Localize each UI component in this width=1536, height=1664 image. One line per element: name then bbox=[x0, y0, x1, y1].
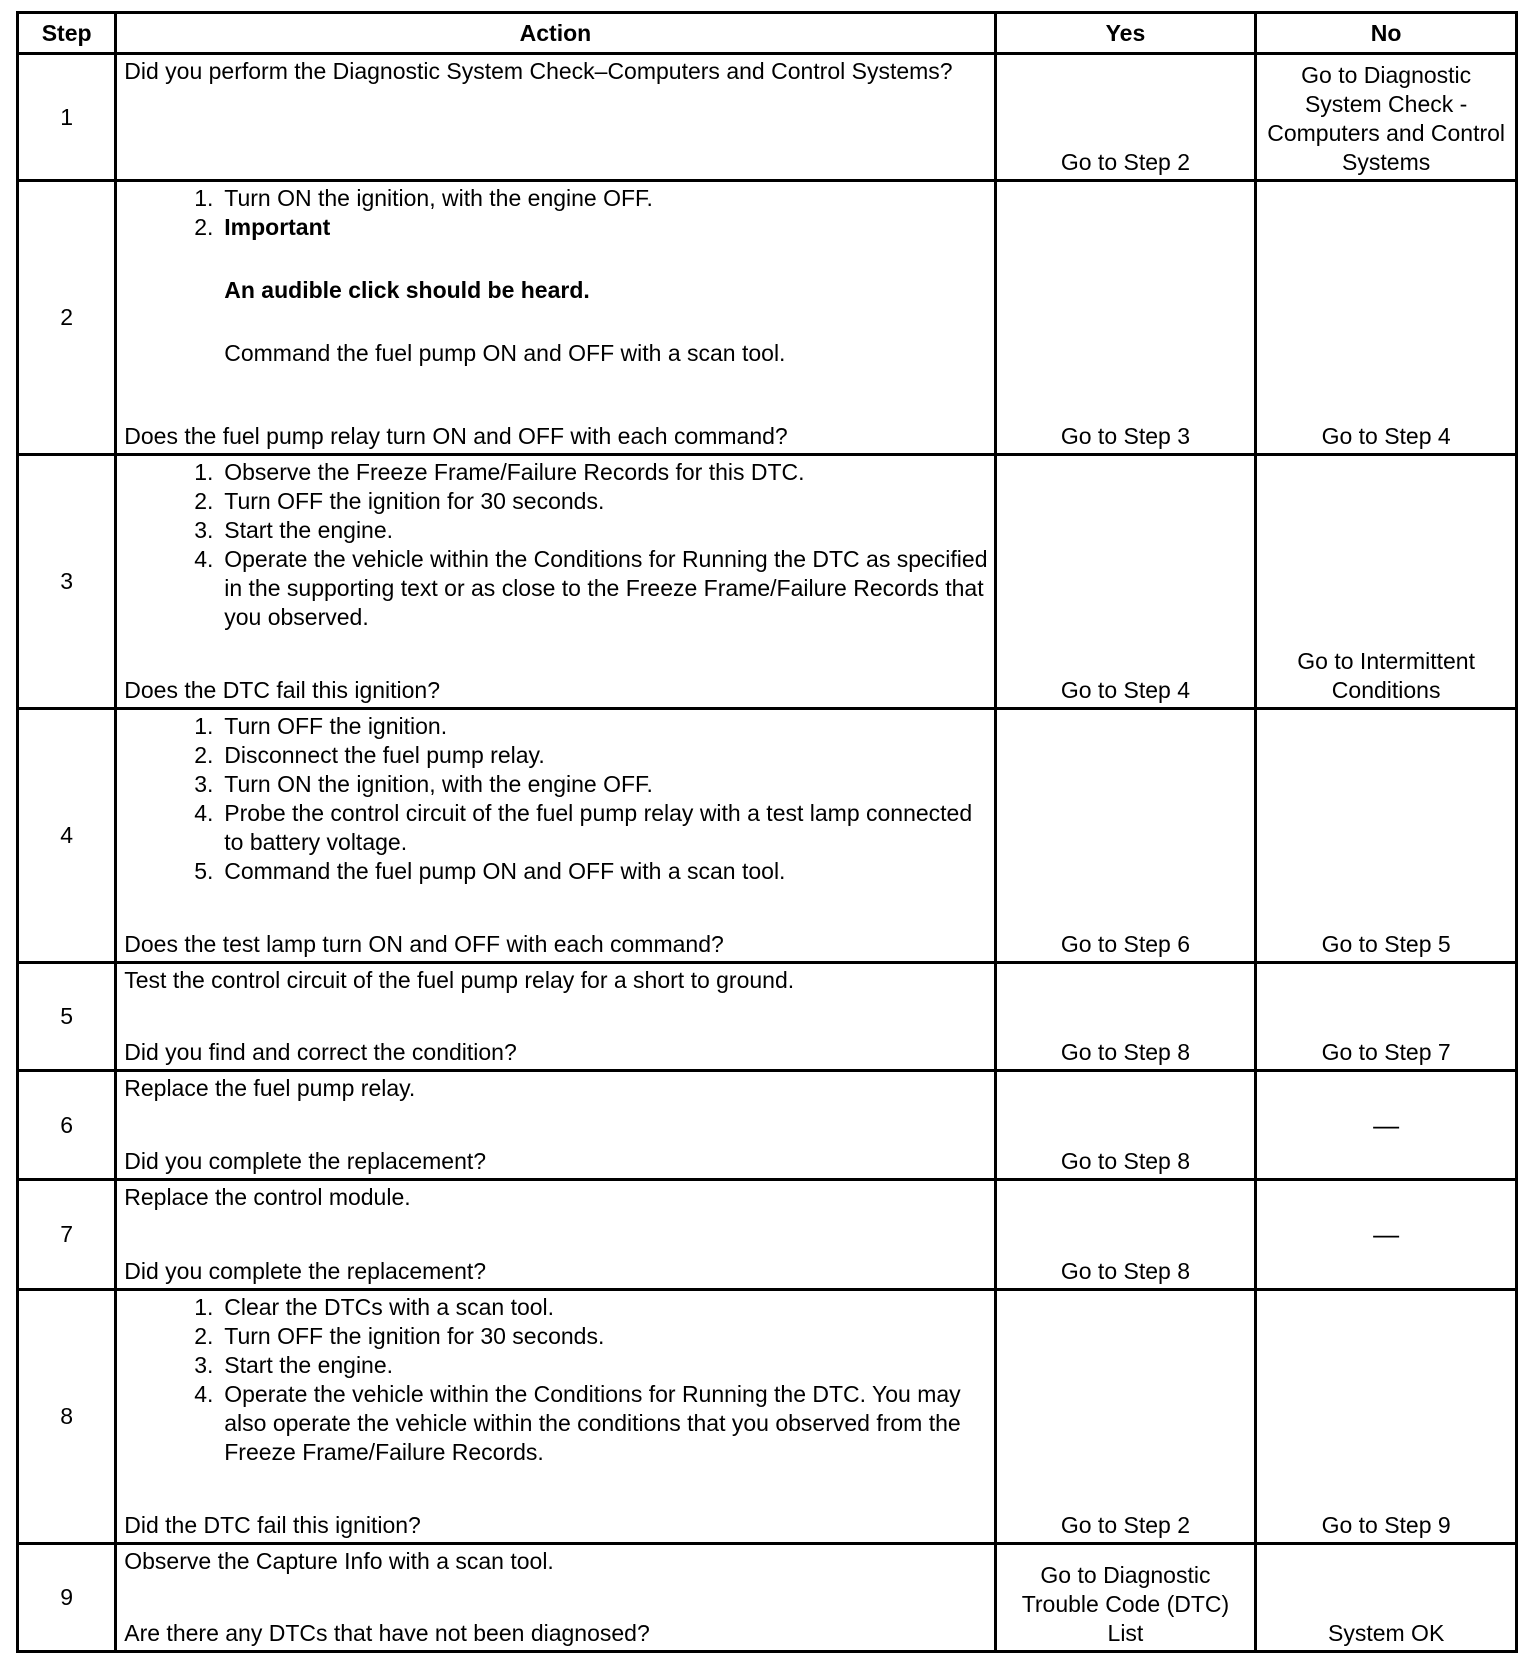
substep-item: 4. Probe the control circuit of the fuel pump relay with a test lamp connected to battery voltage. bbox=[194, 800, 973, 856]
substep-item: 1. Observe the Freeze Frame/Failure Records for this DTC. bbox=[194, 459, 805, 486]
yes-result: Go to Step 3 bbox=[995, 181, 1256, 455]
action-question: Did the DTC fail this ignition? bbox=[124, 1511, 421, 1538]
step-number: 3 bbox=[18, 455, 116, 709]
step-number: 5 bbox=[18, 962, 116, 1070]
action-cell bbox=[116, 962, 995, 1070]
action-intro: Replace the fuel pump relay. bbox=[124, 1075, 416, 1102]
table-row bbox=[18, 1180, 1517, 1289]
step-number: 4 bbox=[18, 709, 116, 963]
substep-item: 4. Operate the vehicle within the Conditions for Running the DTC as specified in the supporting text or as close to the Freeze Frame/Failure Records that you observed. bbox=[194, 546, 988, 631]
substep-list bbox=[124, 458, 987, 632]
no-result: Go to Step 4 bbox=[1256, 181, 1517, 455]
action-cell bbox=[116, 1289, 995, 1543]
important-note: An audible click should be heard. bbox=[224, 277, 590, 304]
action-question: Did you complete the replacement? bbox=[124, 1257, 487, 1284]
action-cell bbox=[116, 455, 995, 709]
action-intro: Test the control circuit of the fuel pump relay for a short to ground. bbox=[124, 966, 795, 993]
yes-result: Go to Step 8 bbox=[995, 1180, 1256, 1289]
table-row bbox=[18, 455, 1517, 709]
substep-item: 1. Turn OFF the ignition. bbox=[194, 713, 448, 740]
table-row bbox=[18, 181, 1517, 455]
no-result: Go to Step 9 bbox=[1256, 1289, 1517, 1543]
substep-list bbox=[124, 184, 987, 242]
yes-result: Go to Step 6 bbox=[995, 709, 1256, 963]
action-cell bbox=[116, 1071, 995, 1180]
action-question: Did you complete the replacement? bbox=[124, 1148, 487, 1175]
no-result: Go to Intermittent Conditions bbox=[1256, 455, 1517, 709]
substep-item: 1. Clear the DTCs with a scan tool. bbox=[194, 1293, 555, 1320]
no-result: Go to Diagnostic System Check - Computers and Control Systems bbox=[1256, 54, 1517, 181]
step-number: 6 bbox=[18, 1071, 116, 1180]
substep-item: 3. Start the engine. bbox=[194, 517, 394, 544]
substep-item: 2. Disconnect the fuel pump relay. bbox=[194, 742, 545, 769]
header-yes: Yes bbox=[995, 13, 1256, 54]
action-question: Did you find and correct the condition? bbox=[124, 1039, 517, 1066]
substep-item: 2. Turn OFF the ignition for 30 seconds. bbox=[194, 1322, 605, 1349]
important-text: Command the fuel pump ON and OFF with a scan tool. bbox=[224, 340, 786, 367]
yes-result: Go to Step 4 bbox=[995, 455, 1256, 709]
action-question: Does the DTC fail this ignition? bbox=[124, 677, 441, 704]
table-row bbox=[18, 1289, 1517, 1543]
substep-item: 3. Turn ON the ignition, with the engine OFF. bbox=[194, 771, 653, 798]
substep-item: 2. Important bbox=[194, 214, 331, 241]
yes-result: Go to Step 8 bbox=[995, 1071, 1256, 1180]
no-result: — bbox=[1256, 1071, 1517, 1180]
action-question: Does the fuel pump relay turn ON and OFF with each command? bbox=[124, 423, 788, 450]
substep-item: 4. Operate the vehicle within the Conditions for Running the DTC. You may also operate the vehicle within the conditions that you observed from the Freeze Frame/Failure Records. bbox=[194, 1380, 961, 1465]
header-action: Action bbox=[116, 13, 995, 54]
substep-item: 1. Turn ON the ignition, with the engine OFF. bbox=[194, 185, 653, 212]
action-cell bbox=[116, 709, 995, 963]
yes-result: Go to Step 8 bbox=[995, 962, 1256, 1070]
action-intro: Replace the control module. bbox=[124, 1184, 411, 1211]
action-intro: Observe the Capture Info with a scan tool. bbox=[124, 1547, 554, 1574]
substep-item: 2. Turn OFF the ignition for 30 seconds. bbox=[194, 488, 605, 515]
no-result: System OK bbox=[1256, 1543, 1517, 1651]
table-row bbox=[18, 1071, 1517, 1180]
step-number: 1 bbox=[18, 54, 116, 181]
step-number: 2 bbox=[18, 181, 116, 455]
table-row bbox=[18, 54, 1517, 181]
header-no: No bbox=[1256, 13, 1517, 54]
diagnostic-table bbox=[16, 11, 1518, 1653]
substep-item: 3. Start the engine. bbox=[194, 1351, 394, 1378]
action-cell bbox=[116, 181, 995, 455]
no-result: Go to Step 5 bbox=[1256, 709, 1517, 963]
important-block bbox=[124, 242, 987, 368]
substep-item: 5. Command the fuel pump ON and OFF with a scan tool. bbox=[194, 858, 786, 885]
header-step: Step bbox=[18, 13, 116, 54]
action-cell bbox=[116, 1180, 995, 1289]
step-number: 9 bbox=[18, 1543, 116, 1651]
step-number: 8 bbox=[18, 1289, 116, 1543]
substep-list bbox=[124, 1293, 987, 1467]
no-result: — bbox=[1256, 1180, 1517, 1289]
action-cell bbox=[116, 54, 995, 181]
action-cell bbox=[116, 1543, 995, 1651]
table-row bbox=[18, 709, 1517, 963]
action-question: Does the test lamp turn ON and OFF with each command? bbox=[124, 930, 724, 957]
action-intro: Did you perform the Diagnostic System Check–Computers and Control Systems? bbox=[124, 58, 953, 84]
yes-result: Go to Step 2 bbox=[995, 1289, 1256, 1543]
table-row bbox=[18, 962, 1517, 1070]
yes-result: Go to Step 2 bbox=[995, 54, 1256, 181]
no-result: Go to Step 7 bbox=[1256, 962, 1517, 1070]
header-row bbox=[18, 13, 1517, 54]
substep-list bbox=[124, 712, 987, 886]
action-question: Are there any DTCs that have not been diagnosed? bbox=[124, 1620, 650, 1646]
table-row bbox=[18, 1543, 1517, 1651]
step-number: 7 bbox=[18, 1180, 116, 1289]
yes-result: Go to Diagnostic Trouble Code (DTC) List bbox=[995, 1543, 1256, 1651]
